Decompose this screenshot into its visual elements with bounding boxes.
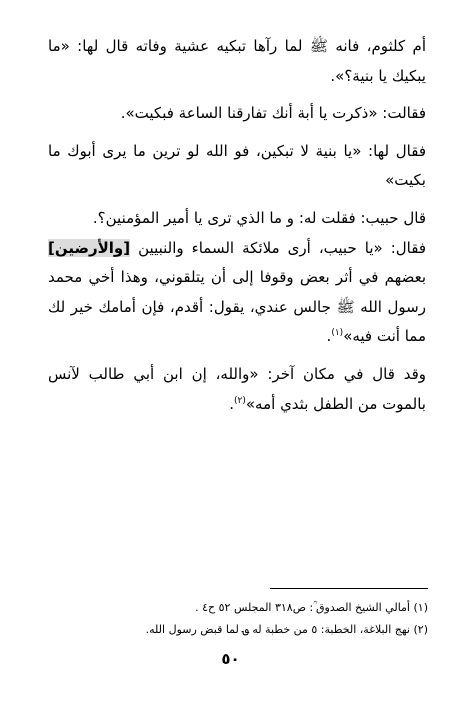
paragraph-text: فقال لها: «يا بنية لا تبكين، فو الله لو ترين ما يرى أبوك ما بكيت»: [48, 141, 426, 190]
paragraph-text: فقالت: «ذكرت يا أبة أنك تفارقنا الساعة فبكيت».: [120, 104, 426, 123]
paragraph-prophet-reply: [48, 137, 426, 196]
paragraph-text-continued: بعضهم في أثر بعض وقوفا إلى أن يتلقوني، وهذا أخي محمد رسول الله ﷺ جالس عندي، يقول: أقدم، فإن أمامك خير لك مما أنت فيه»: [48, 268, 426, 346]
paragraph-imam-answer: [48, 234, 426, 352]
page-number: ٥٠: [221, 650, 240, 668]
paragraph-text: فقال: «يا حبيب، أرى ملائكة السماء والنبيين: [130, 238, 426, 257]
paragraph-habib-question: [48, 204, 426, 234]
paragraph-her-reply: [48, 99, 426, 129]
footnotes: [48, 597, 428, 641]
footnote-2: (٢) نهج البلاغة، الخطبة: ٥ من خطبة له ؈ لما قبض رسول الله.: [145, 623, 428, 636]
paragraph-end: .: [326, 327, 332, 346]
footnote-1: (١) أمالي الشيخ الصدوق ؒ: ص٣١٨ المجلس ٥٢ ح٤ .: [195, 601, 428, 614]
paragraph-text: وقد قال في مكان آخر: «والله، إن ابن أبي طالب لآنس بالموت من الطفل بثدي أمه»: [48, 364, 426, 413]
footnote-divider: [270, 588, 428, 589]
footnote-ref-1: (١): [331, 328, 344, 339]
paragraph-end: .: [229, 394, 234, 413]
paragraph-umm-kulthum: [48, 32, 426, 91]
highlighted-bracket-text: [والأرضين]: [48, 238, 131, 257]
footnote-ref-2: (٢): [234, 395, 246, 406]
paragraph-another-place: [48, 360, 426, 419]
main-text: [48, 32, 426, 427]
paragraph-text: أم كلثوم، فانه ﷺ لما رآها تبكيه عشية وفاته قال لها: «ما يبكيك يا بنية؟».: [48, 37, 426, 85]
paragraph-text: قال حبيب: فقلت له: و ما الذي ترى يا أمير المؤمنين؟.: [92, 208, 426, 227]
